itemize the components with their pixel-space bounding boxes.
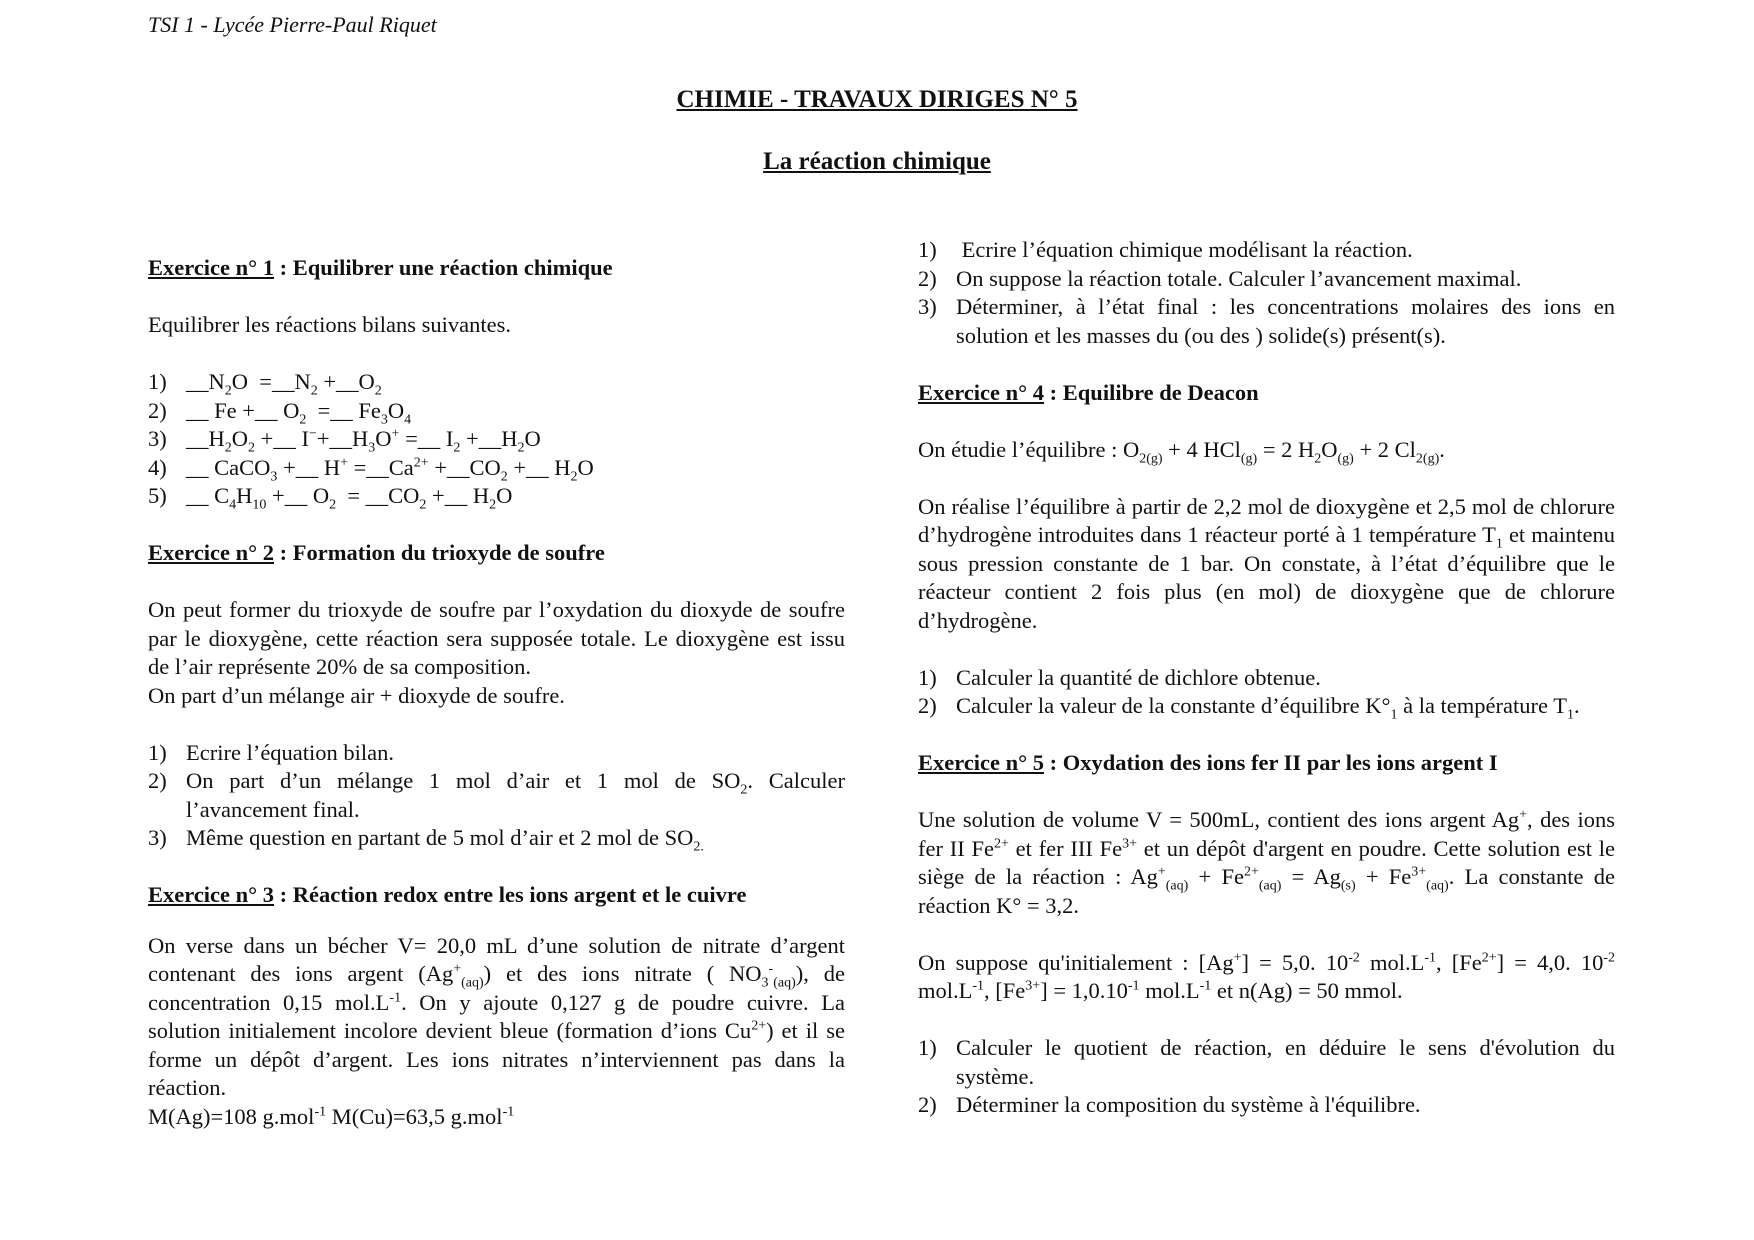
exercise-2-question-1: 1) Ecrire l’équation bilan. bbox=[148, 739, 395, 765]
exercise-4-title: : Equilibre de Deacon bbox=[1044, 379, 1259, 405]
exercise-4-number: Exercice n° 4 bbox=[918, 379, 1045, 405]
exercise-2-heading bbox=[148, 539, 845, 568]
reaction-5: 5) __ $C_4H_{10}$ +__ $O_2$ = $\_\_CO_2$ +__ $H_2O$ bbox=[148, 483, 513, 513]
exercise-2-questions bbox=[148, 739, 845, 853]
exercise-2-paragraph: On peut former du trioxyde de soufre par l’oxydation du dioxyde de soufre par le dioxygène, cette réaction sera supposée totale. Le dioxygène est issu de l’air représente 20% de sa composition. bbox=[148, 597, 845, 679]
exercise-3-question-3: 3) Déterminer, à l’état final : les concentrations molaires des ions en solution et les masses du (ou des ) solide(s) présent(s). bbox=[918, 294, 1615, 348]
exercise-3-paragraph: On verse dans un bécher V= 20,0 mL d’une solution de nitrate d’argent contenant des ions argent $(Ag^+_{(aq)})$ et des ions nitrate ( $NO_3^-_{(aq)}$), de concentration 0,15 $mol.L^{-1}$. On y ajoute 0,127 g de poudre cuivre. La solution initialement incolore devient bleue (formation d’ions $Cu^{2+}$) et il se forme un dépôt d’argent. Les ions nitrates n’interviennent pas dans la réaction. bbox=[148, 932, 845, 1100]
exercise-3-heading bbox=[148, 881, 845, 910]
exercise-3-molar-masses: M(Ag)=108 g.mol$^{-1}$ M(Cu)=63,5 g.mol$^{-1}$ bbox=[148, 1103, 515, 1129]
exercise-5-question-1: 1) Calculer le quotient de réaction, en déduire le sens d'évolution du système. bbox=[918, 1035, 1615, 1089]
exercise-4-equation: On étudie l’équilibre : $O_{2(g)} + 4$ HCl$_{(g)}$ = 2 $H_2O_{(g)} + 2$ $Cl_{2(g)}$. bbox=[918, 436, 1445, 466]
exercise-1-intro: Equilibrer les réactions bilans suivantes. bbox=[148, 312, 512, 337]
reaction-4: 4) __ CaCO$_3$ +__ $H^+ =\_\_Ca^{2+}$ $+\_\_CO_2$ +__ $H_2O$ bbox=[148, 454, 594, 484]
exercise-3-title: : Réaction redox entre les ions argent et le cuivre bbox=[274, 882, 747, 907]
page-title: CHIMIE - TRAVAUX DIRIGES N° 5 bbox=[676, 86, 1078, 113]
exercise-5-question-2: 2) Déterminer la composition du système à l'équilibre. bbox=[918, 1092, 1421, 1117]
exercise-2-number: Exercice n° 2 bbox=[148, 540, 275, 565]
exercise-4-paragraph: On réalise l’équilibre à partir de 2,2 mol de dioxygène et 2,5 mol de chlorure d’hydrogène introduites dans 1 réacteur porté à 1 température $T_1$ et maintenu sous pression constante de 1 bar. On constate, à l’état d’équilibre que le réacteur contient 2 fois plus (en mol) de dioxygène que de chlorure d’hydrogène. bbox=[918, 493, 1615, 633]
exercise-5-questions bbox=[918, 1034, 1615, 1120]
exercise-2-question-2: 2) On part d’un mélange 1 mol d’air et 1 mol de $SO_2$. Calculer l’avancement final. bbox=[148, 768, 845, 822]
exercise-2-paragraph-2: On part d’un mélange air + dioxyde de soufre. bbox=[148, 682, 565, 708]
exercise-2-question-3: 3) Même question en partant de 5 mol d’air et 2 mol de $SO_{2.}$ bbox=[148, 825, 704, 855]
exercise-1-reactions bbox=[148, 368, 845, 511]
exercise-4-questions bbox=[918, 664, 1615, 721]
exercise-4-heading bbox=[918, 379, 1615, 408]
exercise-1-title: : Equilibrer une réaction chimique bbox=[274, 255, 613, 280]
exercise-3-question-2: 2) On suppose la réaction totale. Calculer l’avancement maximal. bbox=[918, 265, 1522, 291]
page-subtitle: La réaction chimique bbox=[763, 148, 991, 175]
exercise-5-initial-conditions: On suppose qu'initialement : [Ag+] = 5,0. $10^{-2}$ $mol.L^{-1}$, $[Fe^{2+}] = 4,0$. $10^{-2}$ $mol.L^{-1}$, $[Fe^{3+}] = 1,0.10^{-1}$ $mol.L^{-1}$ et n(Ag) = 50 mmol. bbox=[918, 949, 1615, 1003]
exercise-2-title: : Formation du trioxyde de soufre bbox=[274, 540, 605, 565]
exercise-5-heading bbox=[918, 749, 1615, 778]
reaction-1: 1) $\_\_N_2O$ $=\_\_N_2$ $+\_\_O_2$ bbox=[148, 369, 382, 399]
left-column bbox=[148, 254, 845, 1131]
exercise-5-title: : Oxydation des ions fer II par les ions argent I bbox=[1044, 750, 1498, 775]
exercise-1-heading bbox=[148, 254, 845, 283]
exercise-5-number: Exercice n° 5 bbox=[918, 750, 1045, 775]
exercise-3-question-1: 1) Ecrire l’équation chimique modélisant la réaction. bbox=[918, 237, 1413, 262]
exercise-1-number: Exercice n° 1 bbox=[148, 255, 275, 280]
exercise-5-paragraph: Une solution de volume V = 500mL, contient des ions argent Ag+, des ions fer II $Fe^{2+}$ et fer III $Fe^{3+}$ et un dépôt d'argent en poudre. Cette solution est le siège de la réaction : $Ag^+_{(aq)} + Fe^{2+}_{(aq)} = Ag_{(s)} + Fe^{3+}_{(aq)}$. La constante de réaction K° = 3,2. bbox=[918, 807, 1615, 918]
exercise-3-number: Exercice n° 3 bbox=[148, 882, 275, 907]
reaction-3: 3) $\_\_H_2O_2$ +__ $I^-+\_\_H_3O^+$ =__ $I_2$ $+\_\_H_2O$ bbox=[148, 426, 541, 456]
exercise-4-question-2: 2) Calculer la valeur de la constante d’équilibre $K^\circ_1$ à la température $T_1$. bbox=[918, 693, 1580, 723]
reaction-2: 2) __ Fe +__ $O_2$ =__ $Fe_3O_4$ bbox=[148, 397, 412, 427]
exercise-3-questions bbox=[918, 236, 1615, 350]
exercise-4-question-1: 1) Calculer la quantité de dichlore obtenue. bbox=[918, 664, 1321, 690]
right-column bbox=[918, 236, 1615, 1120]
page-header: TSI 1 - Lycée Pierre-Paul Riquet bbox=[148, 12, 437, 37]
